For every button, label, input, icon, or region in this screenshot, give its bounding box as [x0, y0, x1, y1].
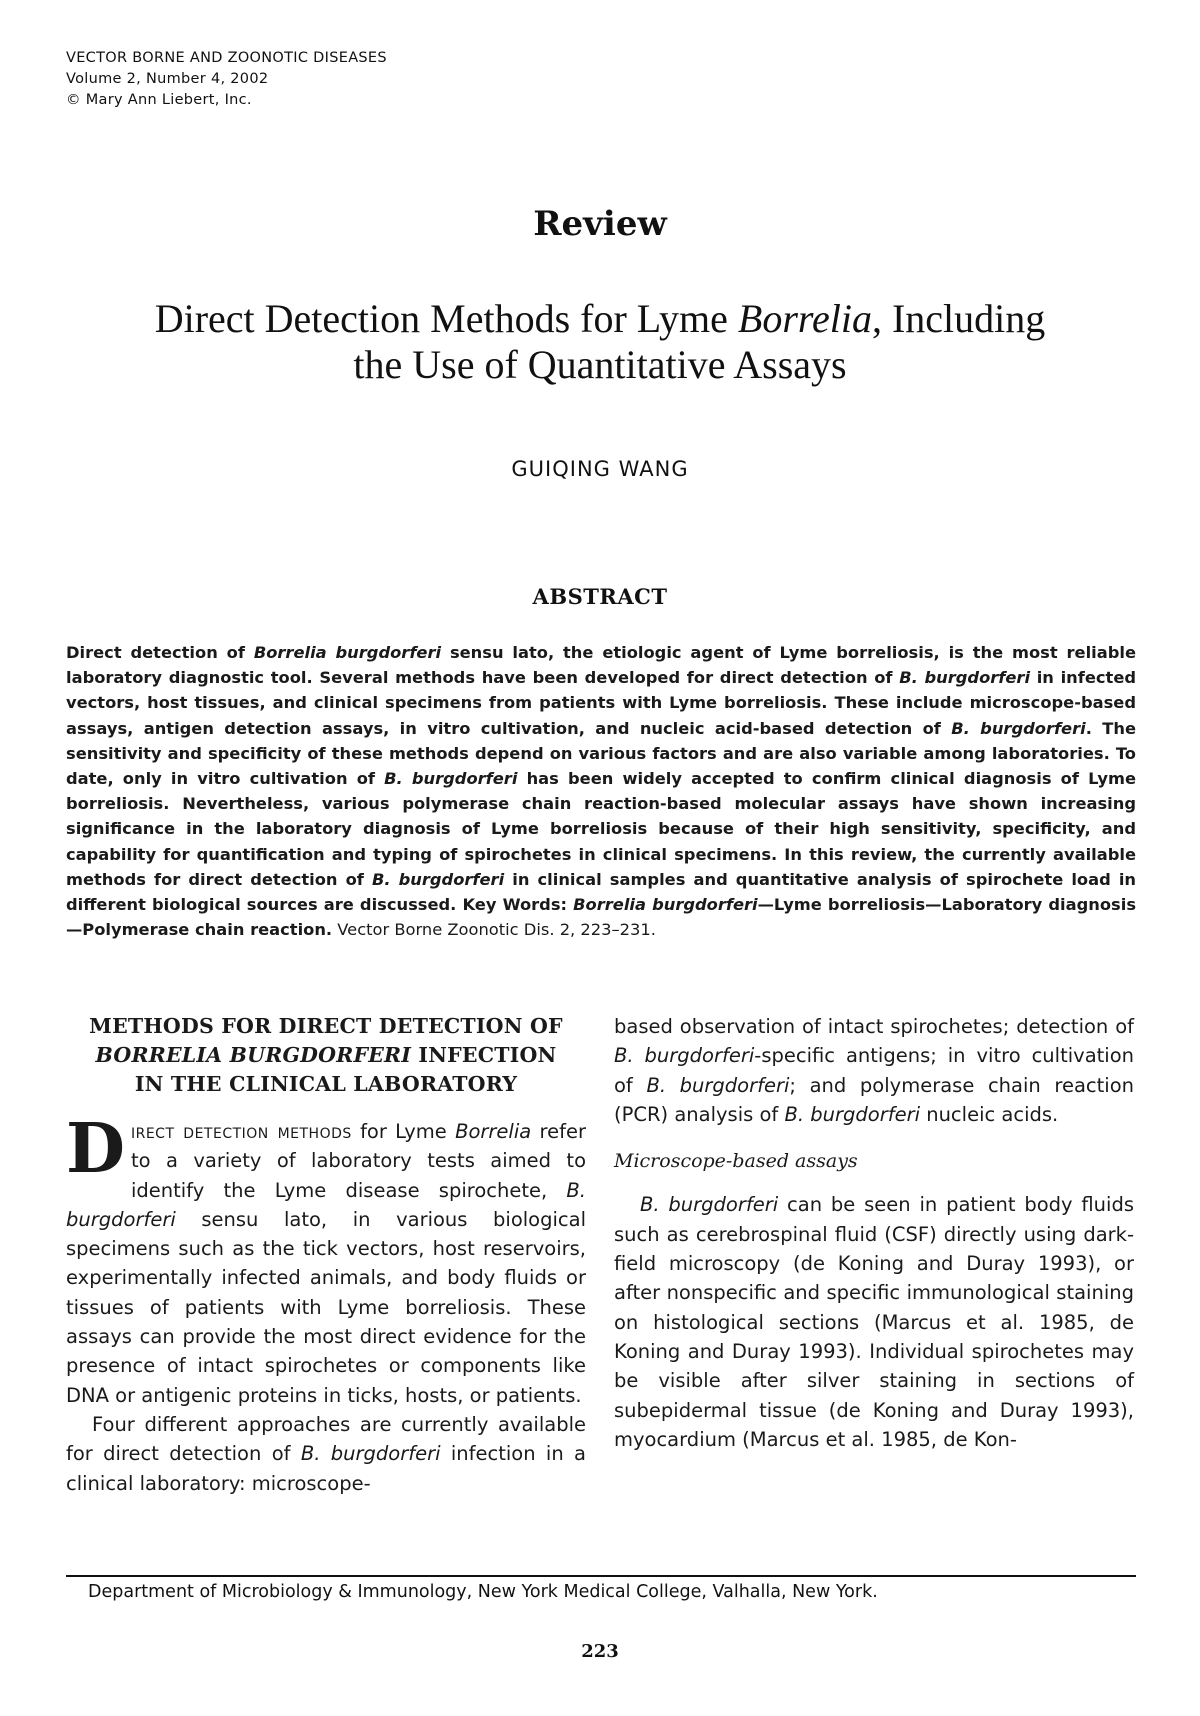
journal-copyright: © Mary Ann Liebert, Inc.: [66, 92, 252, 108]
right-column: [614, 1012, 1134, 1454]
paragraph-text: infection in a clinical laboratory: microscope-: [66, 1442, 586, 1495]
article-type: Review: [533, 204, 667, 244]
paragraph: [614, 1190, 1134, 1454]
paragraph-italic: B. burgdorferi: [646, 1073, 790, 1097]
paragraph: [614, 1012, 1134, 1129]
paragraph-text: based observation of intact spirochetes; detection of: [614, 1015, 1134, 1038]
title-text: Direct Detection Methods for Lyme: [154, 296, 738, 341]
abstract-text: Direct detection of: [66, 643, 254, 662]
journal-name: VECTOR BORNE AND ZOONOTIC DISEASES: [66, 50, 387, 66]
abstract-text: in clinical samples and quantitative analysis of spirochete load in different biological sources are discussed. Key Words:: [66, 869, 1137, 915]
title-line-2: the Use of Quantitative Assays: [353, 342, 847, 387]
abstract-italic: B. burgdorferi: [371, 869, 505, 889]
paragraph-italic: B. burgdorferi: [614, 1044, 755, 1068]
abstract-italic: B. burgdorferi: [899, 668, 1031, 688]
page-number: 223: [581, 1641, 619, 1662]
paragraph-italic: B. burgdorferi: [640, 1193, 779, 1217]
abstract-italic: B. burgdorferi: [951, 718, 1086, 738]
abstract-italic: B. burgdorferi: [384, 769, 518, 789]
author-affiliation: Department of Microbiology & Immunology, New York Medical College, Valhalla, New York.: [88, 1582, 878, 1602]
journal-volume: Volume 2, Number 4, 2002: [66, 71, 269, 87]
title-line-1: [60, 296, 1140, 342]
abstract-text: —Lyme borreliosis—Laboratory diagnosis—Polymerase chain reaction.: [66, 895, 1137, 940]
abstract-italic: Borrelia burgdorferi: [253, 643, 442, 662]
paragraph-italic: B. burgdorferi: [66, 1178, 586, 1231]
paragraph: [66, 1410, 586, 1498]
abstract-body: [66, 640, 1136, 942]
section-heading-text: INFECTION: [411, 1043, 557, 1067]
paragraph-italic: B. burgdorferi: [784, 1102, 921, 1126]
paragraph-italic: Borrelia: [455, 1120, 532, 1143]
paragraph-text: ; and polymerase chain reaction (PCR) analysis of: [614, 1073, 1134, 1126]
title-italic: Borrelia: [737, 296, 872, 341]
paragraph-text: can be seen in patient body fluids such as cerebrospinal fluid (CSF) directly using dark-field microscopy (de Koning and Duray 1993), or after nonspecific and specific immunological staining on histological sections (Marcus et al. 1985, de Koning and Duray 1993). Individual spirochetes may be visible after silver staining in sections of subepidermal tissue (de Koning and Duray 1993), myocardium (Marcus et al. 1985, de Kon-: [614, 1193, 1134, 1451]
drop-cap: D: [66, 1109, 125, 1189]
section-heading-line: METHODS FOR DIRECT DETECTION OF: [89, 1014, 563, 1038]
left-column: [66, 1012, 586, 1498]
paragraph-text: for Lyme: [351, 1120, 456, 1143]
abstract-citation: Vector Borne Zoonotic Dis. 2, 223–231.: [332, 920, 656, 940]
section-heading-line: [66, 1041, 586, 1070]
paragraph: [66, 1109, 586, 1410]
abstract-italic: Borrelia burgdorferi: [573, 895, 758, 915]
paragraph-text: nucleic acids.: [920, 1102, 1059, 1126]
paragraph-text: sensu lato, in various biological specimens such as the tick vectors, host reservoirs, experimentally infected animals, and body fluids or tissues of patients with Lyme borreliosis. These assays can provide the most direct evidence for the presence of intact spirochetes or components like DNA or antigenic proteins in ticks, hosts, or patients.: [66, 1207, 586, 1407]
footnote-rule: [66, 1575, 1136, 1577]
section-heading: [66, 1012, 586, 1099]
section-heading-line: IN THE CLINICAL LABORATORY: [134, 1072, 518, 1096]
article-title: [60, 296, 1140, 388]
abstract-text: has been widely accepted to confirm clinical diagnosis of Lyme borreliosis. Nevertheless, various polymerase chain reaction-based molecular assays have shown increasing significance in the laboratory diagnosis of Lyme borreliosis because of their high sensitivity, specificity, and capability for quantification and typing of spirochetes in clinical specimens. In this review, the currently available methods for direct detection of: [66, 769, 1136, 889]
paragraph-text: -specific antigens; in vitro cultivation of: [614, 1044, 1134, 1097]
abstract-text: in infected vectors, host tissues, and clinical specimens from patients with Lyme borreliosis. These include microscope-based assays, antigen detection assays, in vitro cultivation, and nucleic acid-based detection of: [66, 668, 1137, 738]
lead-in-smallcaps: irect detection methods: [130, 1120, 352, 1143]
abstract-text: . The sensitivity and specificity of these methods depend on various factors and are also variable among laboratories. To date, only in vitro cultivation of: [66, 718, 1137, 789]
paragraph-text: refer to a variety of laboratory tests aimed to identify the Lyme disease spirochete,: [130, 1120, 586, 1202]
abstract-text: sensu lato, the etiologic agent of Lyme borreliosis, is the most reliable laboratory diagnostic tool. Several methods have been developed for direct detection of: [66, 643, 1137, 688]
title-text: , Including: [871, 296, 1046, 341]
paragraph-text: Four different approaches are currently available for direct detection of: [66, 1412, 586, 1466]
subsection-heading: Microscope-based assays: [614, 1150, 858, 1173]
abstract-heading: ABSTRACT: [532, 584, 668, 609]
section-heading-italic: BORRELIA BURGDORFERI: [95, 1043, 412, 1067]
journal-header: [66, 48, 387, 111]
paragraph-italic: B. burgdorferi: [300, 1442, 441, 1466]
author-name: GUIQING WANG: [511, 457, 689, 481]
